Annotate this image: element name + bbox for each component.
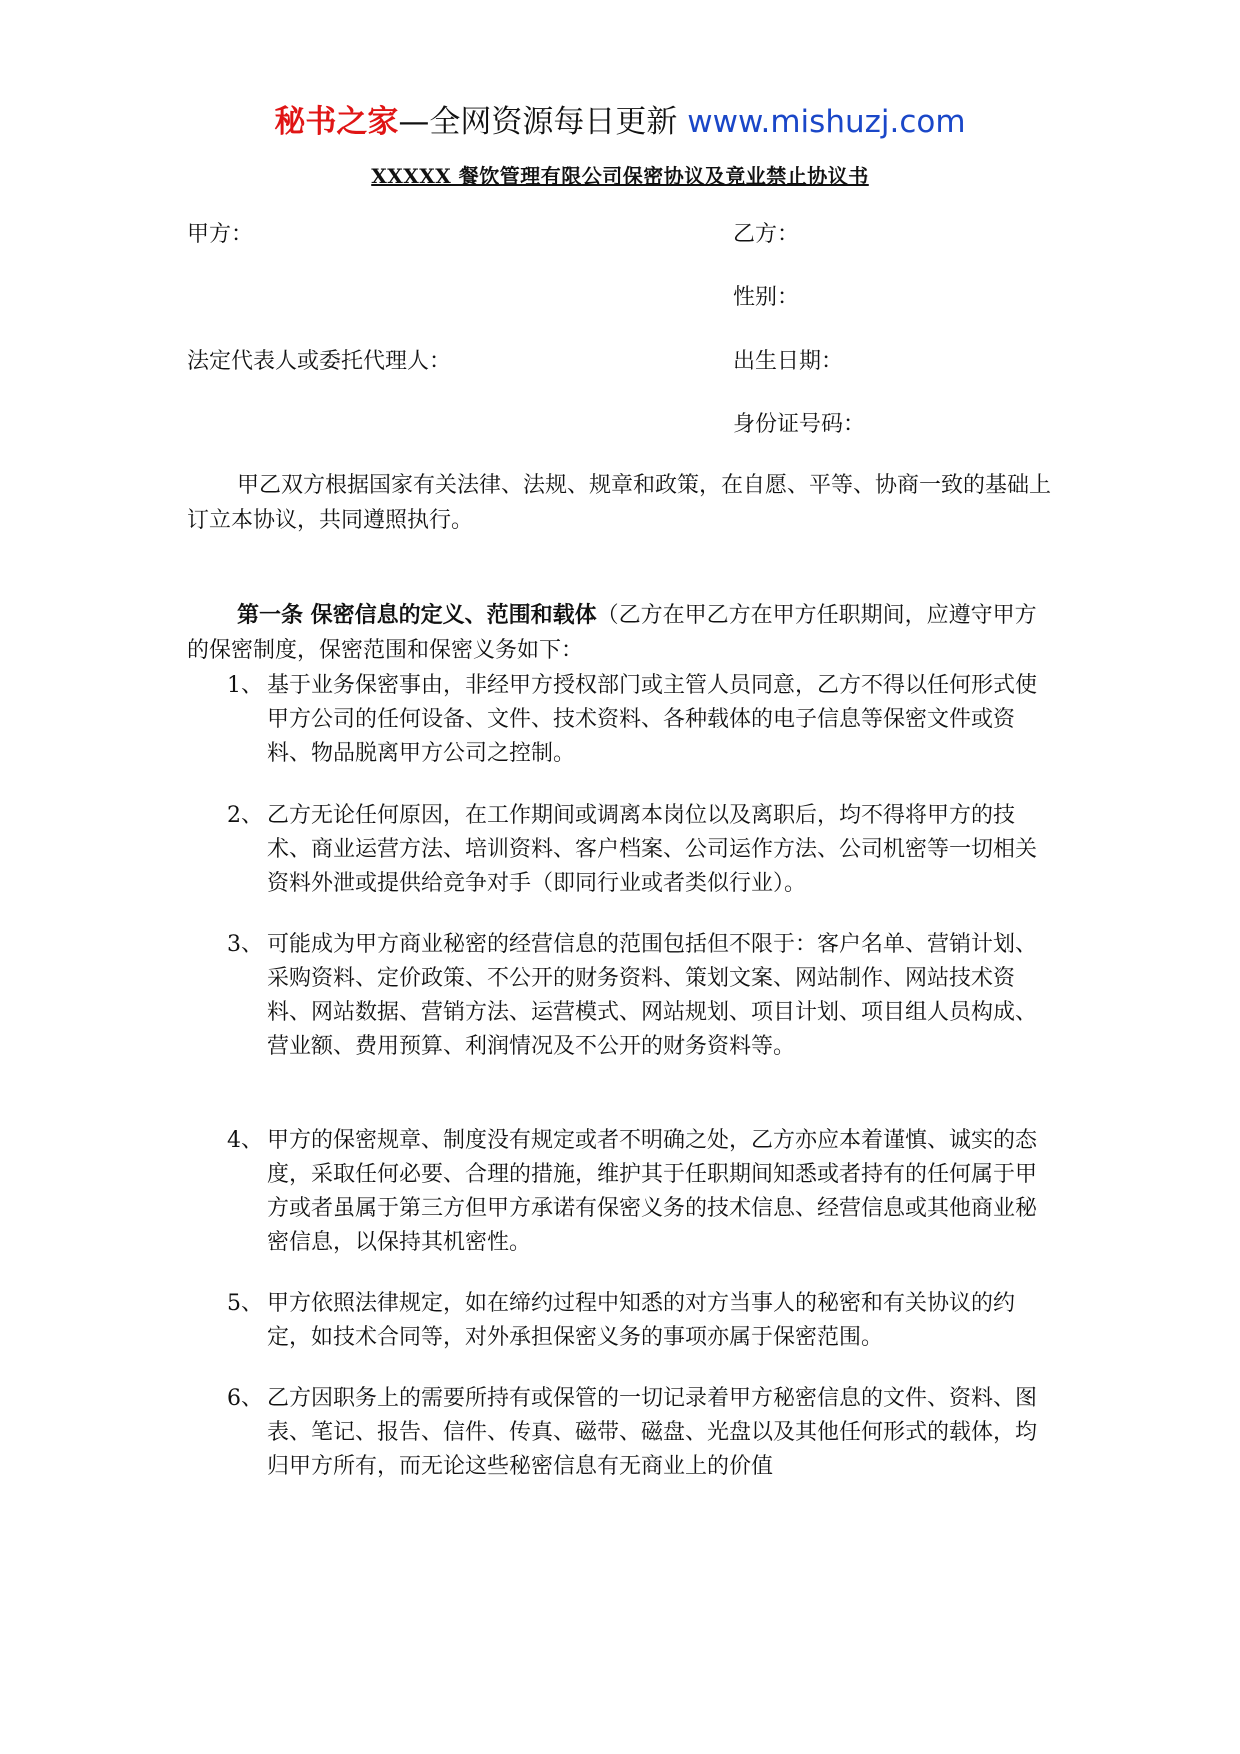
list-item-number: 2、 bbox=[227, 803, 263, 828]
birth-date-label: 出生日期： bbox=[733, 349, 844, 374]
list-item-number: 5、 bbox=[227, 1291, 263, 1316]
list-item bbox=[227, 799, 1057, 901]
list-item-text: 乙方因职务上的需要所持有或保管的一切记录着甲方秘密信息的文件、资料、图表、笔记、报告、信件、传真、磁带、磁盘、光盘以及其他任何形式的载体，均归甲方所有，而无论这些秘密信息有无商业上的价值 bbox=[267, 1386, 1038, 1479]
list-item-text: 甲方的保密规章、制度没有规定或者不明确之处，乙方亦应本着谨慎、诚实的态度，采取任何必要、合理的措施，维护其于任职期间知悉或者持有的任何属于甲方或者虽属于第三方但甲方承诺有保密义务的技术信息、经营信息或其他商业秘密信息，以保持其机密性。 bbox=[267, 1128, 1038, 1255]
gender-label: 性别： bbox=[733, 285, 800, 310]
list-item-text: 可能成为甲方商业秘密的经营信息的范围包括但不限于：客户名单、营销计划、采购资料、定价政策、不公开的财务资料、策划文案、网站制作、网站技术资料、网站数据、营销方法、运营模式、网站规划、项目计划、项目组人员构成、营业额、费用预算、利润情况及不公开的财务资料等。 bbox=[267, 932, 1038, 1059]
site-url-link[interactable]: www.mishuzj.com bbox=[687, 104, 966, 140]
list-item bbox=[227, 1124, 1057, 1260]
list-item-text: 甲方依照法律规定，如在缔约过程中知悉的对方当事人的秘密和有关协议的约定，如技术合同等，对外承担保密义务的事项亦属于保密范围。 bbox=[267, 1291, 1016, 1350]
article-1-paragraph bbox=[187, 598, 1057, 668]
list-item-number: 4、 bbox=[227, 1128, 263, 1153]
list-item bbox=[227, 1287, 1057, 1355]
id-number-label: 身份证号码： bbox=[733, 412, 866, 437]
intro-paragraph: 甲乙双方根据国家有关法律、法规、规章和政策，在自愿、平等、协商一致的基础上订立本协议，共同遵照执行。 bbox=[187, 473, 1052, 533]
brand-name: 秘书之家 bbox=[274, 104, 399, 140]
representative-label: 法定代表人或委托代理人： bbox=[187, 349, 452, 374]
article-1-lead: （乙方在甲乙方在甲方任职期间，应遵守甲方的保密制度，保密范围和保密义务如下： bbox=[187, 603, 1037, 663]
party-a-label: 甲方： bbox=[187, 222, 254, 247]
header-slogan: —全网资源每日更新 bbox=[398, 104, 688, 140]
party-b-label: 乙方： bbox=[733, 222, 800, 247]
article-1-heading: 第一条 保密信息的定义、范围和载体 bbox=[237, 602, 597, 628]
list-item bbox=[227, 928, 1057, 1064]
list-item-number: 3、 bbox=[227, 932, 263, 957]
list-item bbox=[227, 1382, 1057, 1484]
list-item-text: 乙方无论任何原因，在工作期间或调离本岗位以及离职后，均不得将甲方的技术、商业运营方法、培训资料、客户档案、公司运作方法、公司机密等一切相关资料外泄或提供给竞争对手（即同行业或者类似行业）。 bbox=[267, 803, 1038, 896]
list-item-text: 基于业务保密事由，非经甲方授权部门或主管人员同意，乙方不得以任何形式使甲方公司的任何设备、文件、技术资料、各种载体的电子信息等保密文件或资料、物品脱离甲方公司之控制。 bbox=[267, 673, 1038, 766]
site-header bbox=[0, 102, 1240, 142]
list-item-number: 6、 bbox=[227, 1386, 263, 1411]
list-item-number: 1、 bbox=[227, 673, 263, 698]
document-title: XXXXX 餐饮管理有限公司保密协议及竟业禁止协议书 bbox=[371, 164, 869, 188]
list-item bbox=[227, 669, 1057, 771]
